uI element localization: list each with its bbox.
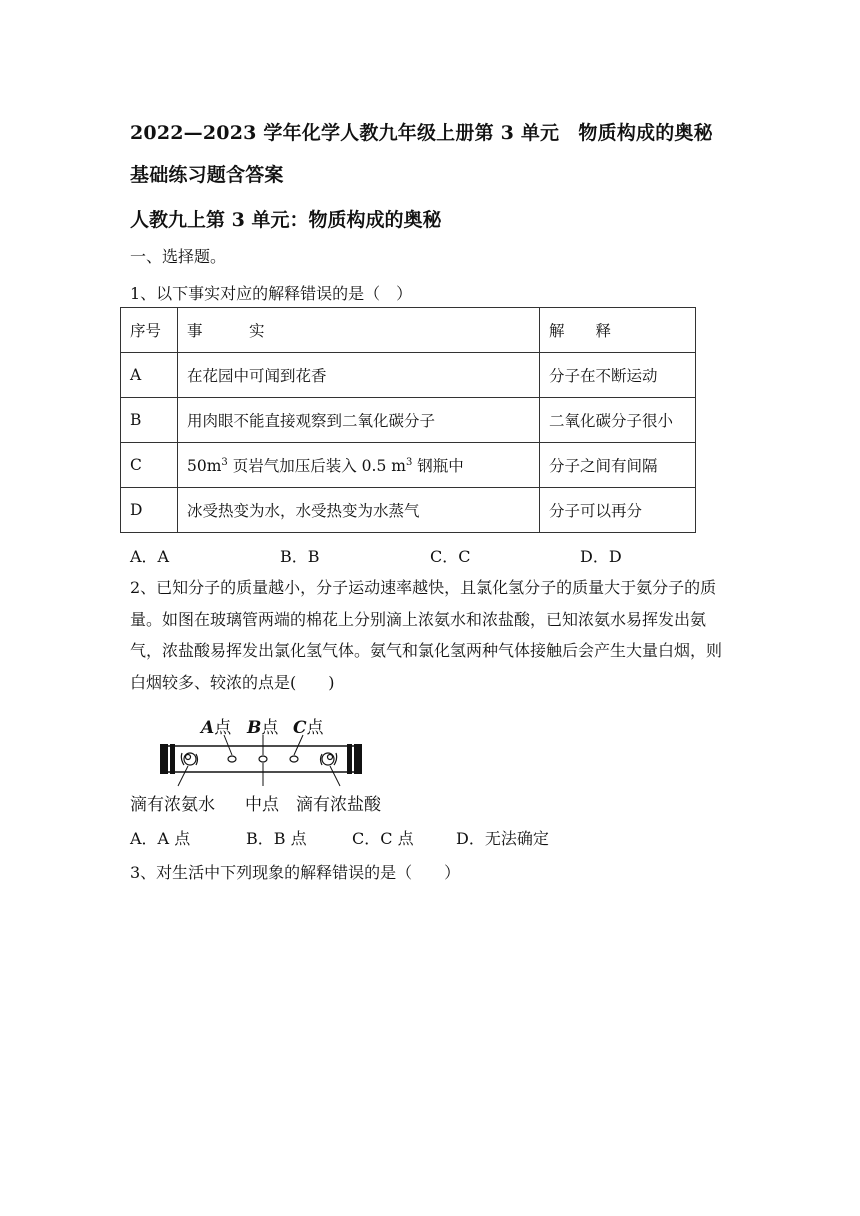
row-id: A — [121, 353, 178, 398]
right-stopper-inner — [347, 744, 352, 774]
superscript: 3 — [405, 456, 413, 468]
point-b-marker — [259, 756, 267, 762]
left-stopper — [160, 744, 168, 774]
question-1-option-b: B．B — [280, 547, 320, 566]
row-id: B — [121, 398, 178, 443]
fact-text: 钢瓶中 — [412, 457, 464, 475]
row-fact — [178, 443, 540, 488]
left-stopper-inner — [170, 744, 175, 774]
document-title-line1: 2022—2023 学年化学人教九年级上册第 3 单元 物质构成的奥秘 — [130, 122, 713, 144]
question-2-option-b: B．B 点 — [246, 829, 307, 848]
glass-tube-diagram — [128, 710, 408, 815]
point-c-label: C点 — [293, 718, 324, 738]
row-explanation: 分子在不断运动 — [540, 353, 696, 398]
right-stopper — [354, 744, 362, 774]
row-fact: 冰受热变为水，水受热变为水蒸气 — [178, 488, 540, 533]
row-explanation: 二氧化碳分子很小 — [540, 398, 696, 443]
question-1-option-d: D．D — [580, 547, 622, 566]
hydrochloric-label: 滴有浓盐酸 — [296, 795, 381, 815]
midpoint-label: 中点 — [245, 795, 279, 815]
table-row — [121, 398, 696, 443]
document-title-line2: 基础练习题含答案 — [130, 164, 284, 186]
header-cell-fact: 事 实 — [178, 308, 540, 353]
row-explanation: 分子之间有间隔 — [540, 443, 696, 488]
question-1-stem: 1、以下事实对应的解释错误的是（ ） — [130, 284, 413, 303]
point-a-marker — [228, 756, 236, 762]
question-1-option-a: A．A — [130, 547, 170, 566]
table-row — [121, 353, 696, 398]
question-1-option-c: C．C — [430, 547, 471, 566]
header-cell-explanation: 解 释 — [540, 308, 696, 353]
table-row — [121, 488, 696, 533]
question-2-option-d: D．无法确定 — [456, 829, 549, 848]
header-cell-number: 序号 — [121, 308, 178, 353]
question-2-option-a: A．A 点 — [130, 829, 191, 848]
point-b-label: B点 — [247, 718, 279, 738]
question-2-option-c: C．C 点 — [352, 829, 414, 848]
table-row — [121, 443, 696, 488]
row-fact: 用肉眼不能直接观察到二氧化碳分子 — [178, 398, 540, 443]
ammonia-label: 滴有浓氨水 — [130, 795, 215, 815]
question-2-stem: 2、已知分子的质量越小，分子运动速率越快，且氯化氢分子的质量大于氨分子的质量。如图在玻璃管两端的棉花上分别滴上浓氨水和浓盐酸，已知浓氨水易挥发出氨气，浓盐酸易挥发出氯化氢气体。氨气和氯化氢两种气体接触后会产生大量白烟，则白烟较多、较浓的点是( ) — [130, 578, 723, 692]
row-id: C — [121, 443, 178, 488]
question-3-stem: 3、对生活中下列现象的解释错误的是（ ） — [130, 863, 461, 882]
fact-text: 50m — [187, 457, 222, 475]
row-fact: 在花园中可闻到花香 — [178, 353, 540, 398]
superscript: 3 — [221, 456, 228, 468]
point-a-label: A点 — [201, 718, 232, 738]
row-id: D — [121, 488, 178, 533]
point-c-marker — [290, 756, 298, 762]
question-1-table — [120, 307, 696, 533]
table-header-row — [121, 308, 696, 353]
row-explanation: 分子可以再分 — [540, 488, 696, 533]
unit-title: 人教九上第 3 单元：物质构成的奥秘 — [130, 209, 442, 231]
fact-text: 页岩气加压后装入 0.5 m — [227, 457, 406, 475]
section-heading: 一、选择题。 — [130, 247, 227, 266]
